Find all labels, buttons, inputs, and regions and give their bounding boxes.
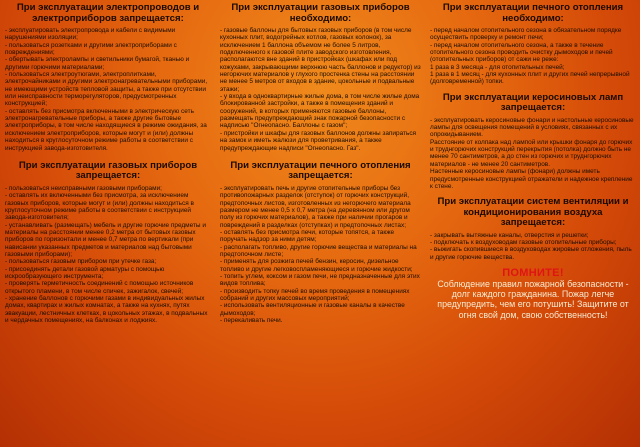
rule-item: - пользоваться электроутюгами, электроплитками, электрочайниками и другими электронагревательными приборами, не имеющими устройств тепловой защиты, а также при отсутствии или неисправности терморегуляторов, предусмотренных конструкцией; (5, 71, 208, 108)
remember-title: ПОМНИТЕ! (502, 267, 564, 280)
rule-item: - закрывать вытяжные каналы, отверстия и решетки; (430, 231, 589, 239)
stove-required-list (430, 27, 636, 86)
rule-item: - производить топку печей во время проведения в помещениях собраний и других массовых мероприятий; (220, 287, 410, 302)
rule-item: 1 раза в 1 месяц - для кухонных плит и других печей непрерывной (долговременной) топки. (430, 71, 630, 86)
rule-item: - выжигать скопившиеся в воздуховодах жировые отложения, пыль и другие горючие вещества. (430, 246, 632, 261)
rule-item: 1 раза в 3 месяца - для отопительных печей; (430, 63, 565, 71)
stove-prohibited-list (220, 185, 421, 325)
gas-prohibited-list (5, 185, 211, 325)
gas-required-list (220, 27, 421, 152)
rule-item: - пристройки и шкафы для газовых баллонов должны запираться на замок и иметь жалюзи для проветривания, а также предупреждающие надписи "Огнеопасно. Газ". (220, 129, 417, 152)
rule-item: - оставлять их включенными без присмотра, за исключением газовых приборов, которые могут и (или) должны находиться в круглосуточном режиме работы в соответствии с инструкцией завода-изготовителя; (5, 192, 194, 222)
rule-item: - хранение баллонов с горючими газами в индивидуальных жилых домах, квартирах и жилых комнатах, а также на кухнях, путях эвакуации, лестничных клетках, в цокольных этажах, в подвальных и чердачных помещениях, на балконах и лоджиях. (5, 295, 208, 325)
remember-text: Соблюдение правил пожарной безопасности - долг каждого гражданина. Пожар легче предупредить, чем его потушить! Защитите от огня свой дом, свою собственность! (437, 279, 629, 320)
rule-item: Расстояние от колпака над лампой или крышки фонаря до горючих и труднгорючих конструкций перекрытия (потолка) должно быть не менее 70 сантиметров, а до стен из горючих и труднгорючих материалов - не менее 20 сантиметров. (430, 138, 633, 168)
column-stove-lamps-ventilation (425, 0, 640, 447)
rule-item: - топить углем, коксом и газом печи, не предназначенные для этих видов топлива; (220, 272, 420, 288)
rule-item: - располагать топливо, другие горючие вещества и материалы на предтопочном листе; (220, 243, 417, 258)
heading-electrical-prohibited: При эксплуатации электропроводов и электроприборов запрещается: (16, 2, 200, 24)
remember-block (430, 267, 636, 320)
rule-item: - пользоваться розетками и другими электроприборами с повреждениями; (5, 41, 177, 57)
electrical-rules-list (5, 27, 211, 152)
heading-gas-prohibited: При эксплуатации газовых приборов запрещается: (18, 159, 198, 182)
rule-item: - перед началом отопительного сезона в обязательном порядке осуществить проверку и ремонт печи; (430, 27, 622, 42)
rule-item: - эксплуатировать керосиновые фонари и настольные керосиновые лампы для освещения помещений в условиях, связанных с их опрокидыванием. (430, 116, 634, 139)
rule-item: - газовые баллоны для бытовых газовых приборов (в том числе кухонных плит, водогрейных котлов, газовых колонок), за исключением 1 баллона объемом не более 5 литров, подключенного к газовой плите заводского изготовления, располагаются вне зданий в пристройках (шкафах или под кожухами, закрывающими верхнюю часть баллонов и редуктор) из негорючих материалов у глухого простенка стены на расстоянии не менее 5 метров от входов в здание, цокольные и подвальные этажи; (220, 27, 421, 93)
heading-stove-prohibited: При эксплуатации печного отопления запрещается: (230, 159, 411, 182)
rule-item: - пользоваться неисправными газовыми приборами; (5, 184, 162, 192)
ventilation-list (430, 232, 636, 261)
heading-stove-required: При эксплуатации печного отопления необходимо: (442, 2, 624, 24)
rule-item: - подключать к воздуховодам газовые отопительные приборы; (430, 239, 617, 247)
heading-kerosene-prohibited: При эксплуатации керосиновых ламп запрещается: (442, 91, 624, 114)
rule-item: - эксплуатировать электропровода и кабели с видимыми нарушениями изоляции; (5, 27, 176, 42)
rule-item: - присоединять детали газовой арматуры с помощью искрообразующего инструмента; (5, 265, 165, 280)
rule-item: - пользоваться газовым прибором при утечке газа; (5, 258, 157, 266)
rule-item: - перекаливать печи. (220, 317, 283, 325)
heading-ventilation-prohibited: При эксплуатации систем вентиляции и кондиционирования воздуха запрещается: (437, 196, 629, 229)
column-electrical-gas (0, 0, 215, 447)
rule-item: - у входа в одноквартирные жилые дома, в том числе жилые дома блокированной застройки, а также в помещения зданий и сооружений, в которых применяются газовые баллоны, размещать предупреждающий знак пожарной безопасности с надписью "Огнеопасно. Баллоны с газом"; (220, 93, 420, 130)
rule-item: - использовать вентиляционные и газовые каналы в качестве дымоходов; (220, 302, 405, 317)
rule-item: - применять для розжига печей бензин, керосин, дизельное топливо и другие легковоспламеняющиеся и горючие жидкости; (220, 258, 413, 273)
rule-item: - оставлять без присмотра включенными в электрическую сеть электронагревательные приборы, а также другие бытовые электроприборы, в том числе находящиеся в режиме ожидания, за исключением электроприборов, которые могут и (или) должны находиться в круглосуточном режиме работы в соответствии с инструкцией завода-изготовителя. (5, 107, 207, 152)
rule-item: - эксплуатировать печь и другие отопительные приборы без противопожарных разделок (отступок) от горючих конструкций, предтопочных листов, изготовленных из негорючего материала размером не менее 0,5 x 0,7 метра (на деревянном или другом полу из горючих материалов), а также при наличии прогаров и повреждений в разделках (отступках) и предтопочных листах; (220, 184, 411, 229)
rule-item: - оставлять без присмотра печи, которые топятся, а также поручать надзор за ними детям; (220, 228, 395, 244)
column-gas-stove (215, 0, 425, 447)
rule-item: - перед началом отопительного сезона, а также в течение отопительного сезона проводить очистку дымоходов и печей (отопительных приборов) от сажи не реже: (430, 41, 613, 64)
rule-item: - обертывать электролампы и светильники бумагой, тканью и другими горючими материалами; (5, 56, 190, 71)
rule-item: - проверять герметичность соединений с помощью источников открытого пламени, в том числе спичек, зажигалок, свечей; (5, 280, 194, 295)
rule-item: Настенные керосиновые лампы (фонари) должны иметь предусмотренные конструкцией отражатели и надежное крепление к стене. (430, 168, 633, 190)
heading-gas-required: При эксплуатации газовых приборов необходимо: (231, 2, 410, 24)
kerosene-list (430, 117, 636, 190)
rule-item: - устанавливать (размещать) мебель и другие горючие предметы и материалы на расстоянии менее 0,2 метра от бытовых газовых приборов по горизонтали и менее 0,7 метра по вертикали (при нависании указанных предметов и материалов над бытовыми газовыми приборами); (5, 221, 206, 258)
